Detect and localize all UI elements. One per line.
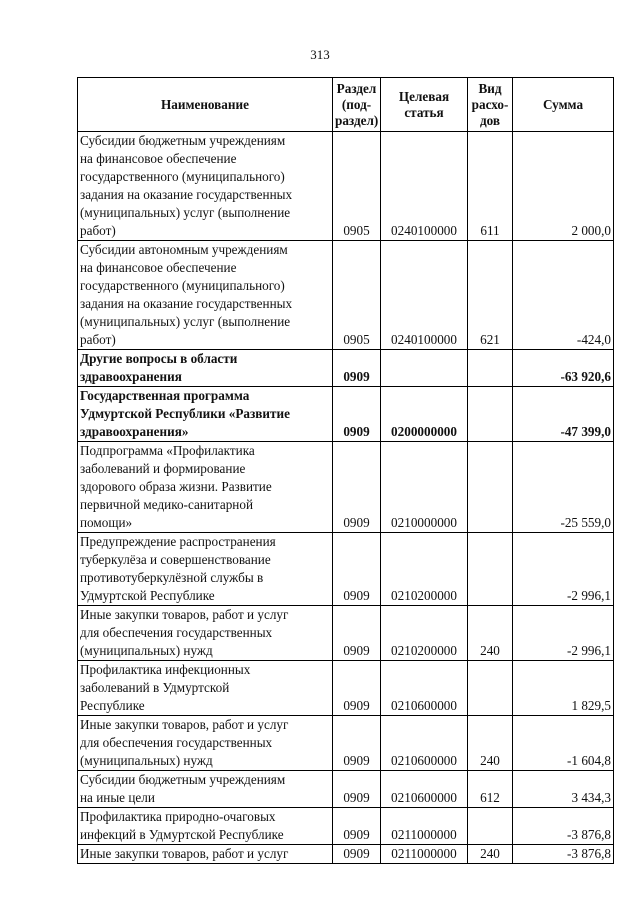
cell-name-line: (муниципальных) нужд xyxy=(80,643,213,658)
cell-name xyxy=(78,771,333,808)
cell-name-line: государственного (муниципального) xyxy=(80,169,285,184)
cell-name-line: Подпрограмма «Профилактика xyxy=(80,443,255,458)
cell-type xyxy=(468,808,513,845)
cell-section: 0905 xyxy=(333,241,381,350)
cell-sum: -47 399,0 xyxy=(513,387,614,442)
cell-type xyxy=(468,387,513,442)
cell-name-line: помощи» xyxy=(80,515,133,530)
cell-name xyxy=(78,241,333,350)
cell-target: 0210600000 xyxy=(381,716,468,771)
cell-name xyxy=(78,661,333,716)
cell-name-line: на иные цели xyxy=(80,790,155,805)
cell-target: 0210600000 xyxy=(381,771,468,808)
cell-section: 0909 xyxy=(333,533,381,606)
cell-name-line: здравоохранения» xyxy=(80,424,189,439)
cell-type xyxy=(468,442,513,533)
cell-sum: -3 876,8 xyxy=(513,845,614,864)
table-row xyxy=(78,387,614,442)
cell-name-line: заболеваний и формирование xyxy=(80,461,246,476)
header-name: Наименование xyxy=(78,78,333,132)
cell-target: 0211000000 xyxy=(381,845,468,864)
cell-name xyxy=(78,387,333,442)
cell-name-line: для обеспечения государственных xyxy=(80,735,273,750)
cell-sum: -63 920,6 xyxy=(513,350,614,387)
cell-sum: -1 604,8 xyxy=(513,716,614,771)
cell-name-line: задания на оказание государственных xyxy=(80,296,293,311)
cell-target: 0211000000 xyxy=(381,808,468,845)
cell-section: 0909 xyxy=(333,387,381,442)
cell-name-line: Республике xyxy=(80,698,145,713)
header-target-line2: статья xyxy=(404,104,444,120)
cell-section: 0909 xyxy=(333,716,381,771)
cell-section: 0909 xyxy=(333,442,381,533)
table-row xyxy=(78,241,614,350)
cell-type: 621 xyxy=(468,241,513,350)
header-type xyxy=(468,78,513,132)
table-row xyxy=(78,661,614,716)
cell-target: 0240100000 xyxy=(381,241,468,350)
cell-sum: -25 559,0 xyxy=(513,442,614,533)
table-row xyxy=(78,808,614,845)
cell-name-line: Иные закупки товаров, работ и услуг xyxy=(80,846,289,861)
cell-name-line: заболеваний в Удмуртской xyxy=(80,680,230,695)
cell-section: 0909 xyxy=(333,350,381,387)
cell-name-line: Профилактика природно-очаговых xyxy=(80,809,276,824)
cell-name-line: Профилактика инфекционных xyxy=(80,662,251,677)
cell-name-line: Удмуртской Республики «Развитие xyxy=(80,406,290,421)
cell-name-line: первичной медико-санитарной xyxy=(80,497,254,512)
cell-type: 611 xyxy=(468,132,513,241)
header-target-line1: Целевая xyxy=(398,88,450,104)
cell-name-line: Иные закупки товаров, работ и услуг xyxy=(80,717,289,732)
cell-section: 0909 xyxy=(333,606,381,661)
table-row xyxy=(78,132,614,241)
cell-section: 0909 xyxy=(333,808,381,845)
header-type-line1: Вид xyxy=(478,80,502,96)
header-type-line3: дов xyxy=(479,112,501,128)
cell-name-line: на финансовое обеспечение xyxy=(80,151,237,166)
table-header-row xyxy=(78,78,614,132)
page-number: 313 xyxy=(310,47,330,62)
cell-name xyxy=(78,845,333,864)
table-row xyxy=(78,533,614,606)
cell-target: 0210200000 xyxy=(381,606,468,661)
budget-table xyxy=(77,77,614,864)
cell-name-line: Субсидии бюджетным учреждениям xyxy=(80,133,286,148)
table-row xyxy=(78,771,614,808)
cell-target: 0210600000 xyxy=(381,661,468,716)
header-section-line3: раздел) xyxy=(335,112,379,128)
table-row xyxy=(78,845,614,864)
cell-sum: -2 996,1 xyxy=(513,606,614,661)
table-row xyxy=(78,442,614,533)
table-row xyxy=(78,606,614,661)
cell-name-line: здорового образа жизни. Развитие xyxy=(80,479,272,494)
cell-name-line: (муниципальных) услуг (выполнение xyxy=(80,314,291,329)
cell-type: 612 xyxy=(468,771,513,808)
cell-target: 0210200000 xyxy=(381,533,468,606)
cell-type: 240 xyxy=(468,606,513,661)
header-sum: Сумма xyxy=(513,78,614,132)
table-row xyxy=(78,716,614,771)
table-body xyxy=(78,132,614,864)
cell-section: 0909 xyxy=(333,771,381,808)
cell-name xyxy=(78,132,333,241)
cell-name-line: туберкулёза и совершенствование xyxy=(80,552,271,567)
cell-name-line: задания на оказание государственных xyxy=(80,187,293,202)
cell-name-line: инфекций в Удмуртской Республике xyxy=(80,827,284,842)
header-section-line1: Раздел xyxy=(336,80,377,96)
cell-sum: 1 829,5 xyxy=(513,661,614,716)
cell-name xyxy=(78,716,333,771)
cell-sum: -2 996,1 xyxy=(513,533,614,606)
cell-name xyxy=(78,606,333,661)
cell-type: 240 xyxy=(468,716,513,771)
cell-name-line: Другие вопросы в области xyxy=(80,351,238,366)
cell-target: 0240100000 xyxy=(381,132,468,241)
cell-name-line: Субсидии бюджетным учреждениям xyxy=(80,772,286,787)
cell-name-line: работ) xyxy=(80,332,116,347)
cell-target xyxy=(381,350,468,387)
cell-name-line: на финансовое обеспечение xyxy=(80,260,237,275)
cell-type xyxy=(468,350,513,387)
cell-name xyxy=(78,533,333,606)
cell-sum: 2 000,0 xyxy=(513,132,614,241)
cell-name xyxy=(78,808,333,845)
cell-name-line: здравоохранения xyxy=(80,369,182,384)
cell-sum: 3 434,3 xyxy=(513,771,614,808)
cell-name-line: работ) xyxy=(80,223,116,238)
table-row xyxy=(78,350,614,387)
cell-name-line: (муниципальных) нужд xyxy=(80,753,213,768)
cell-name-line: противотуберкулёзной службы в xyxy=(80,570,264,585)
cell-name xyxy=(78,350,333,387)
cell-name-line: (муниципальных) услуг (выполнение xyxy=(80,205,291,220)
cell-section: 0909 xyxy=(333,661,381,716)
cell-name-line: Государственная программа xyxy=(80,388,250,403)
header-target xyxy=(381,78,468,132)
cell-name-line: Субсидии автономным учреждениям xyxy=(80,242,288,257)
cell-name-line: Удмуртской Республике xyxy=(80,588,215,603)
cell-name-line: Иные закупки товаров, работ и услуг xyxy=(80,607,289,622)
cell-name-line: государственного (муниципального) xyxy=(80,278,285,293)
cell-name-line: Предупреждение распространения xyxy=(80,534,276,549)
header-section-line2: (под- xyxy=(341,96,372,112)
cell-name-line: для обеспечения государственных xyxy=(80,625,273,640)
cell-sum: -3 876,8 xyxy=(513,808,614,845)
cell-target: 0210000000 xyxy=(381,442,468,533)
cell-name xyxy=(78,442,333,533)
header-section xyxy=(333,78,381,132)
cell-type: 240 xyxy=(468,845,513,864)
cell-section: 0905 xyxy=(333,132,381,241)
cell-section: 0909 xyxy=(333,845,381,864)
cell-target: 0200000000 xyxy=(381,387,468,442)
header-type-line2: расхо- xyxy=(471,96,509,112)
cell-type xyxy=(468,661,513,716)
cell-sum: -424,0 xyxy=(513,241,614,350)
cell-type xyxy=(468,533,513,606)
